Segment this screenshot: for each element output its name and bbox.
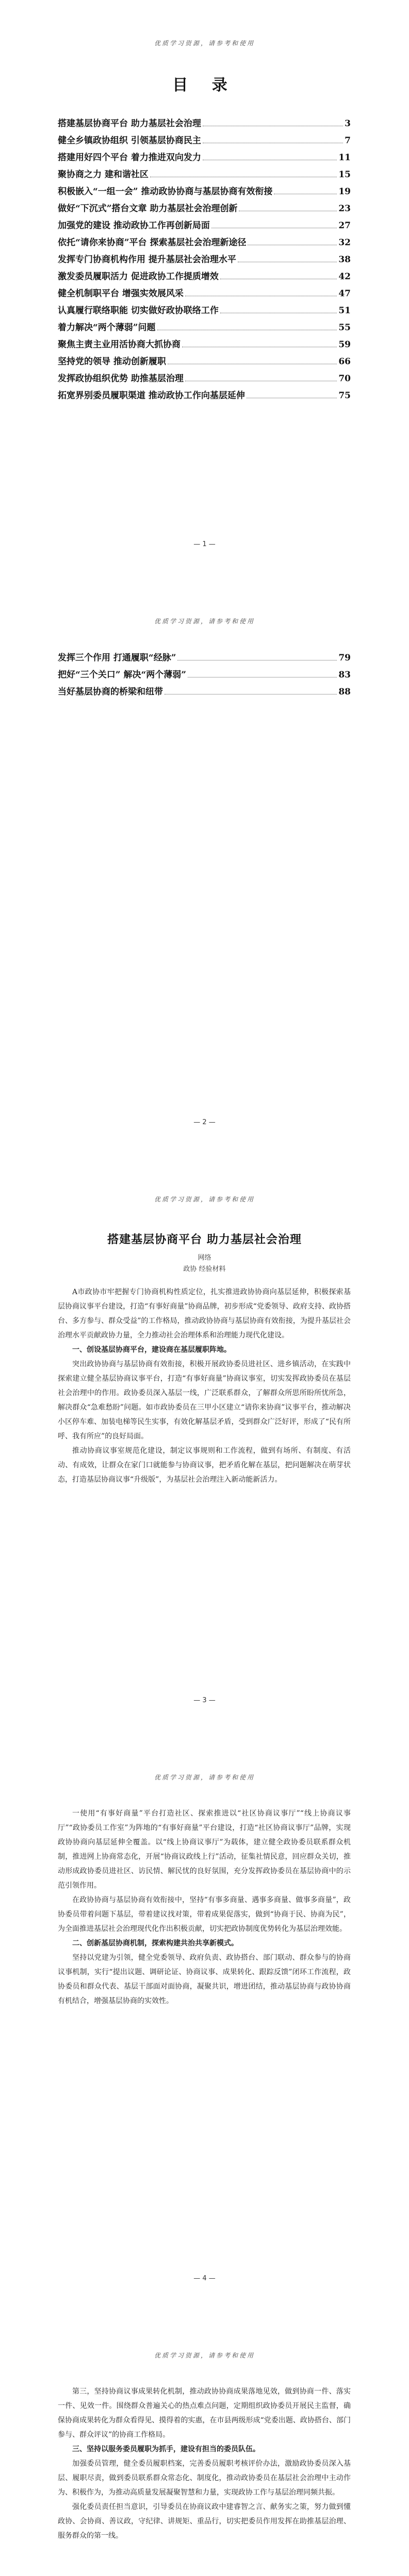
toc-item-title: 健全乡镇政协组织 引领基层协商民主 (58, 135, 201, 146)
toc-item-title: 激发委员履职活力 促进政协工作提质增效 (58, 272, 219, 282)
toc-item-page: 32 (338, 238, 351, 248)
toc-item-page: 66 (338, 357, 351, 367)
toc-item-title: 当好基层协商的桥梁和纽带 (58, 687, 163, 697)
page-3 (0, 1156, 409, 1734)
page-4 (0, 1734, 409, 2312)
toc-item[interactable] (58, 388, 351, 405)
article-title: 搭建基层协商平台 助力基层社会治理 (107, 1233, 302, 1246)
toc-item[interactable] (58, 201, 351, 218)
toc-item-page: 59 (338, 340, 351, 350)
toc-item[interactable] (58, 650, 351, 667)
toc-item-page: 3 (345, 118, 351, 129)
toc-item-page: 75 (338, 391, 351, 401)
toc-item-page: 70 (338, 374, 351, 384)
toc-item-title: 把好“三个关口” 解决“两个薄弱” (58, 670, 187, 680)
toc-item[interactable] (58, 218, 351, 235)
toc-item-title: 加强党的建设 推动政协工作再创新局面 (58, 221, 210, 231)
page-number: — 3 — (193, 1697, 216, 1704)
toc-item[interactable] (58, 354, 351, 371)
page-2 (0, 578, 409, 1156)
toc-item[interactable] (58, 269, 351, 286)
toc-item-title: 发挥三个作用 打通履职“经脉” (58, 653, 176, 663)
paragraph: 突出政协协商与基层协商有效衔接，积极开展政协委员进社区、进乡镇活动，在实践中探索建立健全基层协商议事平台，打造“有事好商量”协商议事室，切实发挥政协委员在基层社会治理中的作用。政协委员深入基层一线，广泛联系群众，了解群众所思所盼所忧所急，解决群众“急难愁盼”问题。如市政协委员在三甲小区建立“请你来协商”议事平台，推动解决小区停车难、加装电梯等民生实事，有效化解基层矛盾，受到群众广泛好评，形成了“民有所呼、我有所应”的良好局面。 (58, 1360, 351, 1440)
toc-item-title: 健全机制职平台 增强实效展风采 (58, 289, 184, 299)
paragraph: 在政协协商与基层协商有效衔接中，坚持“有事多商量、遇事多商量、做事多商量”，政协委员带着问题下基层，带着建议找对策，带着成果促落实，做到“协商于民、协商为民”，为全面推进基层社会治理现代化作出积极贡献，切实把政协制度优势转化为基层治理效能。 (58, 1896, 351, 1933)
toc-item-page: 47 (338, 289, 351, 299)
toc-list (58, 116, 351, 405)
toc-item[interactable] (58, 133, 351, 150)
article-body (58, 1285, 351, 1487)
toc-item-title: 发挥政协组织优势 助推基层治理 (58, 374, 184, 384)
toc-item-page: 15 (338, 170, 351, 180)
toc-item[interactable] (58, 167, 351, 184)
toc-item-title: 发挥专门协商机构作用 提升基层社会治理水平 (58, 255, 236, 265)
toc-item-page: 27 (338, 221, 351, 231)
toc-item-title: 搭建基层协商平台 助力基层社会治理 (58, 118, 201, 129)
page-number: — 2 — (193, 1118, 216, 1126)
toc-item[interactable] (58, 150, 351, 167)
toc-item-title: 聚焦主责主业用活协商大抓协商 (58, 340, 181, 350)
page-number: — 4 — (193, 2275, 216, 2282)
toc-item[interactable] (58, 667, 351, 684)
toc-item-title: 拓宽界别委员履职渠道 推动政协工作向基层延伸 (58, 391, 245, 401)
article-body (58, 1806, 351, 2008)
toc-item-page: 11 (338, 152, 351, 163)
section-heading: 三、坚持以服务委员履职为抓手，建设有担当的委员队伍。 (72, 2445, 260, 2453)
toc-item-title: 依托“请你来协商”平台 探索基层社会治理新途径 (58, 238, 247, 248)
toc-item-page: 23 (338, 204, 351, 214)
toc-item-page: 7 (345, 135, 351, 146)
toc-title: 目 录 (172, 76, 237, 94)
toc-item-page: 19 (338, 187, 351, 197)
page-header: 优质学习资源，请参考和使用 (154, 40, 255, 47)
section-heading: 二、创新基层协商机制，探索构建共治共享新模式。 (72, 1939, 238, 1947)
toc-item[interactable] (58, 320, 351, 337)
toc-item-title: 认真履行联络职能 切实做好政协联络工作 (58, 306, 219, 316)
page-header: 优质学习资源，请参考和使用 (154, 618, 255, 625)
toc-list-continued (58, 650, 351, 701)
article-source: 网络 (198, 1254, 211, 1262)
toc-item[interactable] (58, 684, 351, 701)
toc-item-title: 搭建用好四个平台 着力推进双向发力 (58, 152, 201, 163)
toc-item-title: 聚协商之力 建和谐社区 (58, 170, 149, 180)
paragraph: 加强委员管理，健全委员履职档案，完善委员履职考核评价办法，激励政协委员深入基层、履职尽责，做到委员联系群众常态化、制度化，推动政协委员在基层社会治理中主动作为、积极作为，为推动高质量发展凝聚智慧和力量，实现政协工作与基层治理同频共振。 (58, 2460, 351, 2497)
toc-item-page: 42 (338, 272, 351, 282)
toc-item[interactable] (58, 286, 351, 303)
toc-item-page: 38 (338, 255, 351, 265)
paragraph: 一使用“有事好商量”平台打造社区、探索推进以“社区协商议事厅”“线上协商议事厅”“政协委员工作室”为阵地的“有事好商量”平台建设，打造“社区协商议事厅”品牌，实现政协协商向基层延伸全覆盖。以“线上协商议事厅”为载体，建立健全政协委员联系群众机制，推进网上协商常态化，开展“协商议政线上行”活动，征集社情民意，回应群众关切，推动形成政协委员进社区、访民情、解民忧的良好氛围，充分发挥政协委员在基层协商中的示范引领作用。 (58, 1809, 351, 1890)
article-author: 政协 经验材料 (183, 1265, 226, 1273)
paragraph: 坚持以党建为引领，健全党委领导、政府负责、政协搭台、部门联动、群众参与的协商议事机制，实行“提出议题、调研论证、协商议事、成果转化、跟踪反馈”闭环工作流程，政协委员和群众代表、基层干部面对面协商，凝聚共识，增进团结，推动基层协商与政协协商有机结合，增强基层协商的实效性。 (58, 1954, 351, 2005)
paragraph: 第三，坚持协商议事成果转化机制，推动政协协商成果落地见效，做到协商一件、落实一件、见效一件。围绕群众普遍关心的热点难点问题，定期组织政协委员开展民主监督，确保协商成果转化为群众看得见、摸得着的实惠，在市县两级形成“党委出题、政协搭台、部门参与、群众评议”的协商工作格局。 (58, 2387, 351, 2439)
toc-item[interactable] (58, 184, 351, 201)
toc-item-title: 坚持党的领导 推动创新履职 (58, 357, 166, 367)
toc-item-title: 着力解决“两个薄弱”问题 (58, 323, 156, 333)
page-header: 优质学习资源，请参考和使用 (154, 1196, 255, 1203)
toc-item[interactable] (58, 303, 351, 320)
article-body (58, 2384, 351, 2543)
toc-item-page: 88 (338, 687, 351, 697)
toc-item-page: 79 (338, 653, 351, 663)
page-header: 优质学习资源，请参考和使用 (154, 1774, 255, 1781)
page-header: 优质学习资源，请参考和使用 (154, 2352, 255, 2359)
section-heading: 一、创设基层协商平台，建设商在基层履职阵地。 (72, 1346, 231, 1354)
page-1 (0, 0, 409, 578)
paragraph: 强化委员责任担当意识，引导委员在协商议政中建睿智之言、献务实之策，努力做到懂政协、会协商、善议政，守纪律、讲规矩、重品行，切实把委员作用发挥在助推基层治理、服务群众的第一线。 (58, 2503, 351, 2540)
toc-item[interactable] (58, 116, 351, 133)
toc-item-page: 55 (338, 323, 351, 333)
toc-item[interactable] (58, 252, 351, 269)
toc-item-title: 积极嵌入“一组一会” 推动政协协商与基层协商有效衔接 (58, 187, 273, 197)
toc-item[interactable] (58, 337, 351, 354)
toc-item-page: 51 (338, 306, 351, 316)
paragraph: A市政协市牢把握专门协商机构性质定位，扎实推进政协协商向基层延伸，积极探索基层协商议事平台建设，打造“有事好商量”协商品牌，初步形成“党委领导、政府支持、政协搭台、多方参与、群众受益”的工作格局，推动政协协商与基层协商有效衔接，为提升基层社会治理水平贡献政协力量，全力推动社会治理体系和治理能力现代化建设。 (58, 1288, 351, 1340)
toc-item[interactable] (58, 371, 351, 388)
toc-item-page: 83 (338, 670, 351, 680)
toc-item[interactable] (58, 235, 351, 252)
page-5 (0, 2312, 409, 2576)
page-number: — 1 — (193, 540, 216, 548)
toc-item-title: 做好“下沉式”搭台文章 助力基层社会治理创新 (58, 204, 238, 214)
paragraph: 推动协商议事室规范化建设，制定议事规则和工作流程，做到有场所、有制度、有活动、有成效，让群众在家门口就能参与协商议事，把矛盾化解在基层，把问题解决在萌芽状态，打造基层协商议事“升级版”，为基层社会治理注入新动能新活力。 (58, 1447, 351, 1484)
